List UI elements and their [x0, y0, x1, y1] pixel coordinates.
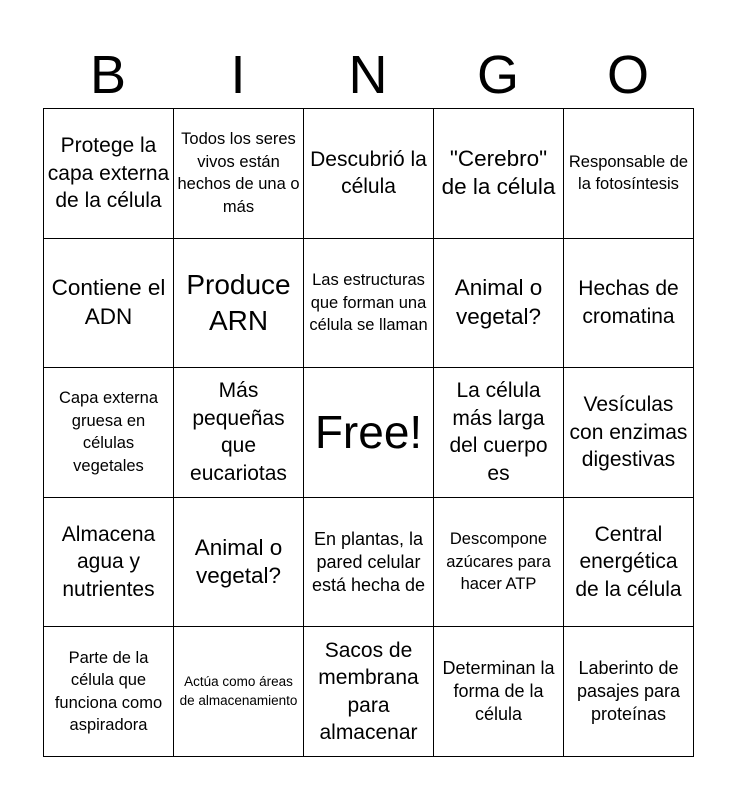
- bingo-cell[interactable]: [44, 627, 174, 757]
- bingo-cell[interactable]: [564, 368, 694, 498]
- cell-text: Produce ARN: [186, 268, 291, 336]
- bingo-cell[interactable]: [44, 109, 174, 239]
- bingo-cell[interactable]: [44, 238, 174, 368]
- free-space-text: Free!: [314, 406, 423, 459]
- bingo-cell[interactable]: [174, 238, 304, 368]
- bingo-cell[interactable]: [44, 497, 174, 627]
- cell-text: Animal o vegetal?: [454, 275, 543, 329]
- header-letter-i: I: [230, 45, 246, 105]
- bingo-cell[interactable]: [564, 627, 694, 757]
- cell-text: Parte de la célula que funciona como aspiradora: [54, 648, 163, 735]
- cell-text: Protege la capa externa de la célula: [47, 134, 170, 213]
- board-row: [44, 238, 694, 368]
- bingo-cell[interactable]: [564, 238, 694, 368]
- cell-text: Todos los seres vivos están hechos de una o más: [177, 130, 300, 216]
- cell-text: Animal o vegetal?: [194, 534, 283, 589]
- header-letter-o: O: [606, 45, 649, 105]
- bingo-cell[interactable]: [564, 497, 694, 627]
- cell-text: Laberinto de pasajes para proteínas: [576, 658, 681, 725]
- bingo-cell[interactable]: [434, 368, 564, 498]
- bingo-cell[interactable]: [434, 497, 564, 627]
- cell-text: Vesículas con enzimas digestivas: [569, 393, 688, 472]
- board-row: [44, 497, 694, 627]
- cell-text: Responsable de la fotosíntesis: [568, 152, 689, 194]
- bingo-cell[interactable]: [304, 109, 434, 239]
- bingo-cell[interactable]: [304, 627, 434, 757]
- cell-text: Determinan la forma de la célula: [442, 658, 555, 725]
- bingo-cell[interactable]: [174, 368, 304, 498]
- header-letter-n: N: [348, 45, 388, 105]
- bingo-cell[interactable]: [434, 238, 564, 368]
- bingo-cell[interactable]: [304, 238, 434, 368]
- bingo-cell[interactable]: [434, 627, 564, 757]
- cell-text: Descubrió la célula: [310, 147, 427, 199]
- bingo-cell[interactable]: [434, 109, 564, 239]
- cell-text: Más pequeñas que eucariotas: [190, 379, 287, 485]
- bingo-cell[interactable]: [564, 109, 694, 239]
- cell-text: Contiene el ADN: [51, 275, 166, 329]
- cell-text: Sacos de membrana para almacenar: [318, 638, 419, 745]
- free-space-cell[interactable]: [304, 368, 434, 498]
- cell-text: Almacena agua y nutrientes: [61, 522, 156, 601]
- cell-text: Las estructuras que forman una célula se llaman: [309, 271, 428, 335]
- bingo-cell[interactable]: [174, 497, 304, 627]
- header-letter-b: B: [89, 45, 127, 105]
- bingo-cell[interactable]: [174, 109, 304, 239]
- cell-text: Central energética de la célula: [575, 522, 682, 601]
- cell-text: Actúa como áreas de almacenamiento: [179, 674, 298, 708]
- cell-text: Hechas de cromatina: [578, 277, 679, 328]
- cell-text: En plantas, la pared celular está hecha de: [311, 528, 426, 595]
- cell-text: La célula más larga del cuerpo es: [449, 379, 548, 485]
- bingo-cell[interactable]: [44, 368, 174, 498]
- cell-text: Capa externa gruesa en células vegetales: [58, 389, 159, 475]
- cell-text: "Cerebro" de la célula: [441, 145, 556, 200]
- board-row: [44, 627, 694, 757]
- bingo-cell[interactable]: [174, 627, 304, 757]
- board-row: [44, 109, 694, 239]
- bingo-header: [43, 42, 693, 108]
- board-row: [44, 368, 694, 498]
- bingo-board: [43, 108, 694, 757]
- header-letter-g: G: [476, 45, 519, 105]
- cell-text: Descompone azúcares para hacer ATP: [446, 530, 551, 594]
- bingo-cell[interactable]: [304, 497, 434, 627]
